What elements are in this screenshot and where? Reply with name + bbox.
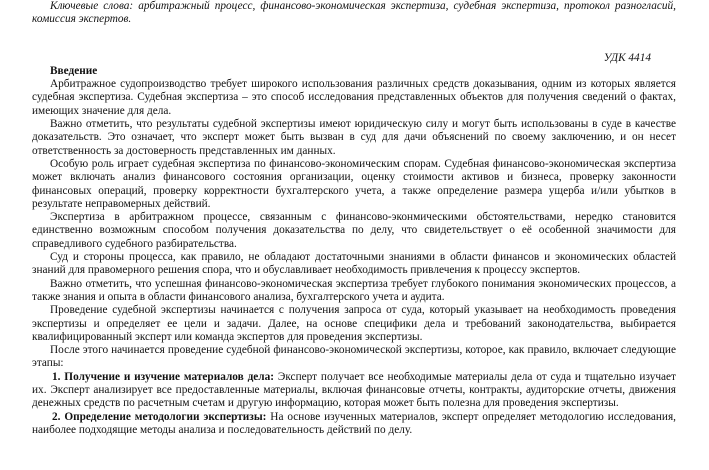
page-content: [32, 0, 676, 437]
keywords-block: [32, 0, 676, 27]
stage-item-1: [32, 371, 676, 411]
paragraph-arbitration-intro: Арбитражное судопроизводство требует широкого использования различных средств доказывания, одним из которых является судебная экспертиза. Судебная экспертиза – это способ исследования представленных объектов для получения сведений о фактах, имеющих значение для дела.: [32, 78, 676, 117]
paragraph-court-knowledge: Суд и стороны процесса, как правило, не обладают достаточными знаниями в области финансов и экономических областей знаний для правомерного решения спора, что и обуславливает необходимость привлечения к процессу экспертов.: [32, 251, 676, 277]
paragraph-special-role: Особую роль играет судебная экспертиза по финансово-экономическим спорам. Судебная финансово-экономическая экспертиза может включать анализ финансового состояния организации, оценку стоимости активов и бизнеса, проверку законности финансовых операций, проверку корректности бухгалтерского учета, а также определение размера ущерба и/или убытков в результате неправомерных действий.: [32, 157, 676, 210]
stage-2-label: 2. Определение методологии экспертизы:: [52, 410, 267, 423]
udk-label: УДК 4414: [603, 51, 651, 64]
keywords-line: экспертиза, протокол разногласий, комиссия экспертов.: [32, 0, 677, 26]
keywords-cut-line: Ключевые слова: арбитражный процесс, финансово-экономическая экспертиза, судебная: [50, 0, 497, 12]
paragraph-legal-force: Важно отметить, что результаты судебной экспертизы имеют юридическую силу и могут быть использованы в суде в качестве доказательств. Это означает, что эксперт может быть вызван в суд для дачи объяснений по своему заключению, и он несет ответственность за достоверность представленных им данных.: [32, 118, 676, 157]
intro-heading: Введение: [50, 64, 98, 77]
stage-1-label: 1. Получение и изучение материалов дела:: [52, 370, 275, 383]
stage-1-text: Эксперт получает все необходимые материалы дела от суда и тщательно изучает их. Эксперт анализирует все предоставленные материалы, включая финансовые отчеты, контракты, аудиторские отчеты, движения денежных средств по расчетным счетам и другую информацию, которая может быть полезна для проведения экспертизы.: [32, 370, 676, 410]
paragraph-stages-intro: После этого начинается проведение судебной финансово-экономической экспертизы, которое, как правило, включает следующие этапы:: [32, 344, 676, 370]
paragraph-only-way: Экспертиза в арбитражном процессе, связанным с финансово-эконмическими обстоятельствами, нередко становится единственно возможным способом получения доказательства по делу, что свидетельствует о её особенной значимости для справедливого судебного разбирательства.: [32, 211, 676, 250]
stage-item-2: [32, 411, 676, 438]
stage-2-text: На основе изученных материалов, эксперт определяет методологию исследования, наиболее подходящие методы анализа и последовательность действий по делу.: [32, 410, 676, 436]
paragraph-success-requirements: Важно отметить, что успешная финансово-экономическая экспертиза требует глубокого понимания экономических процессов, а также знания и опыта в области финансового анализа, бухгалтерского учета и аудита.: [32, 277, 676, 303]
paragraph-process-start: Проведение судебной экспертизы начинается с получения запроса от суда, который указывает на необходимость проведения экспертизы и определяет ее цели и задачи. Далее, на основе специфики дела и требований законодательства, выбирается квалифицированный эксперт или команда экспертов для проведения экспертизы.: [32, 304, 676, 343]
